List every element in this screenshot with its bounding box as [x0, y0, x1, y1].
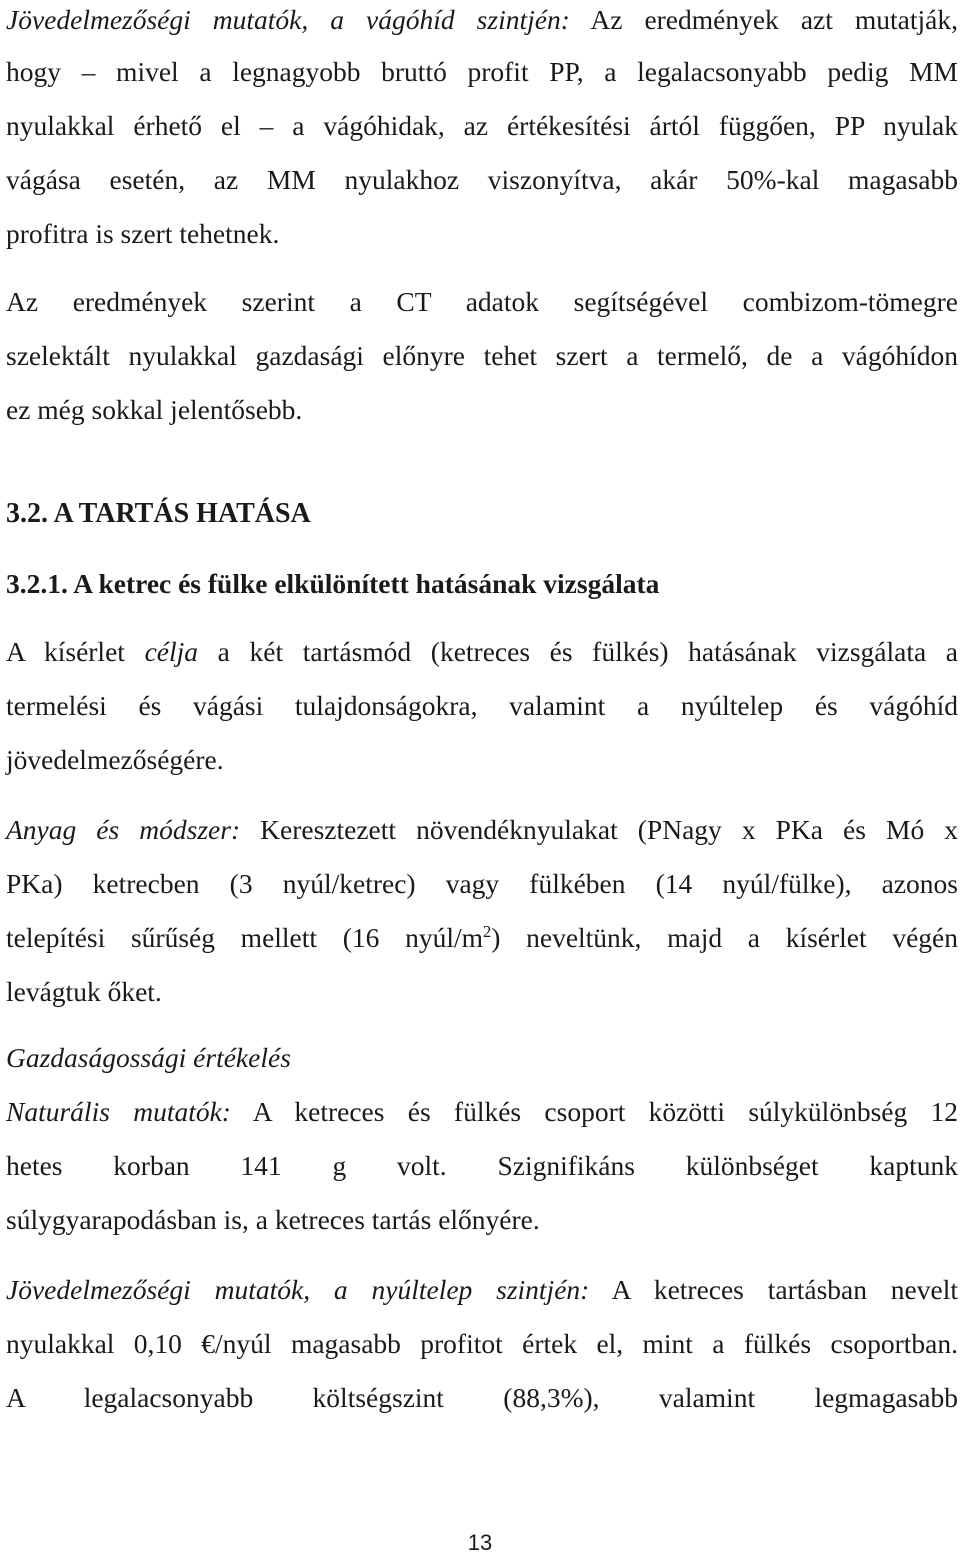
text-line: levágtuk őket.: [6, 976, 162, 1007]
text-line: profitra is szert tehetnek.: [6, 218, 280, 249]
text-line: hogy – mivel a legnagyobb bruttó profit PP, a legalacsonyabb pedig MM: [6, 56, 958, 87]
text-line: szelektált nyulakkal gazdasági előnyre tehet szert a termelő, de a vágóhídon: [6, 340, 958, 371]
text-line: súlygyarapodásban is, a ketreces tartás előnyére.: [6, 1204, 540, 1235]
text-line: A legalacsonyabb költségszint (88,3%), valamint legmagasabb: [6, 1382, 958, 1413]
text-line: nyulakkal 0,10 €/nyúl magasabb profitot értek el, mint a fülkés csoportban.: [6, 1328, 958, 1359]
text-line: termelési és vágási tulajdonságokra, valamint a nyúltelep és vágóhíd: [6, 690, 958, 721]
text-line: vágása esetén, az MM nyulakhoz viszonyítva, akár 50%-kal magasabb: [6, 164, 958, 195]
text-line: Jövedelmezőségi mutatók, a nyúltelep szintjén: A ketreces tartásban nevelt: [6, 1274, 959, 1305]
text-line: Naturális mutatók: A ketreces és fülkés csoport közötti súlykülönbség 12: [6, 1096, 959, 1127]
text-line: Az eredmények szerint a CT adatok segítségével combizom-tömegre: [6, 286, 958, 317]
page-number: 13: [467, 1530, 493, 1555]
text-line: jövedelmezőségére.: [6, 744, 224, 775]
italic-word: célja: [144, 636, 199, 667]
text-line: ez még sokkal jelentősebb.: [6, 394, 303, 425]
text-line: Jövedelmezőségi mutatók, a vágóhíd szintjén: Az eredmények azt mutatják,: [6, 4, 958, 35]
italic-label: Jövedelmezőségi mutatók, a nyúltelep szintjén:: [6, 1274, 590, 1305]
text-line: A kísérlet célja a két tartásmód (ketreces és fülkés) hatásának vizsgálata a: [6, 636, 959, 667]
text-line: nyulakkal érhető el – a vágóhidak, az értékesítési ártól függően, PP nyulak: [6, 110, 958, 141]
section-heading: 3.2. A TARTÁS HATÁSA: [6, 498, 311, 529]
italic-label: Jövedelmezőségi mutatók, a vágóhíd szintjén:: [6, 4, 570, 35]
text-line: telepítési sűrűség mellett (16 nyúl/$m^2$) neveltünk, majd a kísérlet végén: [6, 922, 959, 953]
text-line: PKa) ketrecben (3 nyúl/ketrec) vagy fülkében (14 nyúl/fülke), azonos: [6, 868, 958, 899]
italic-label: Anyag és módszer:: [6, 814, 241, 845]
text-line: hetes korban 141 g volt. Szignifikáns különbséget kaptunk: [6, 1150, 958, 1181]
italic-label: Naturális mutatók:: [6, 1096, 231, 1127]
subsection-heading: 3.2.1. A ketrec és fülke elkülönített hatásának vizsgálata: [6, 568, 660, 599]
text-line: Anyag és módszer: Keresztezett növendéknyulakat (PNagy x PKa és Mó x: [6, 814, 959, 845]
